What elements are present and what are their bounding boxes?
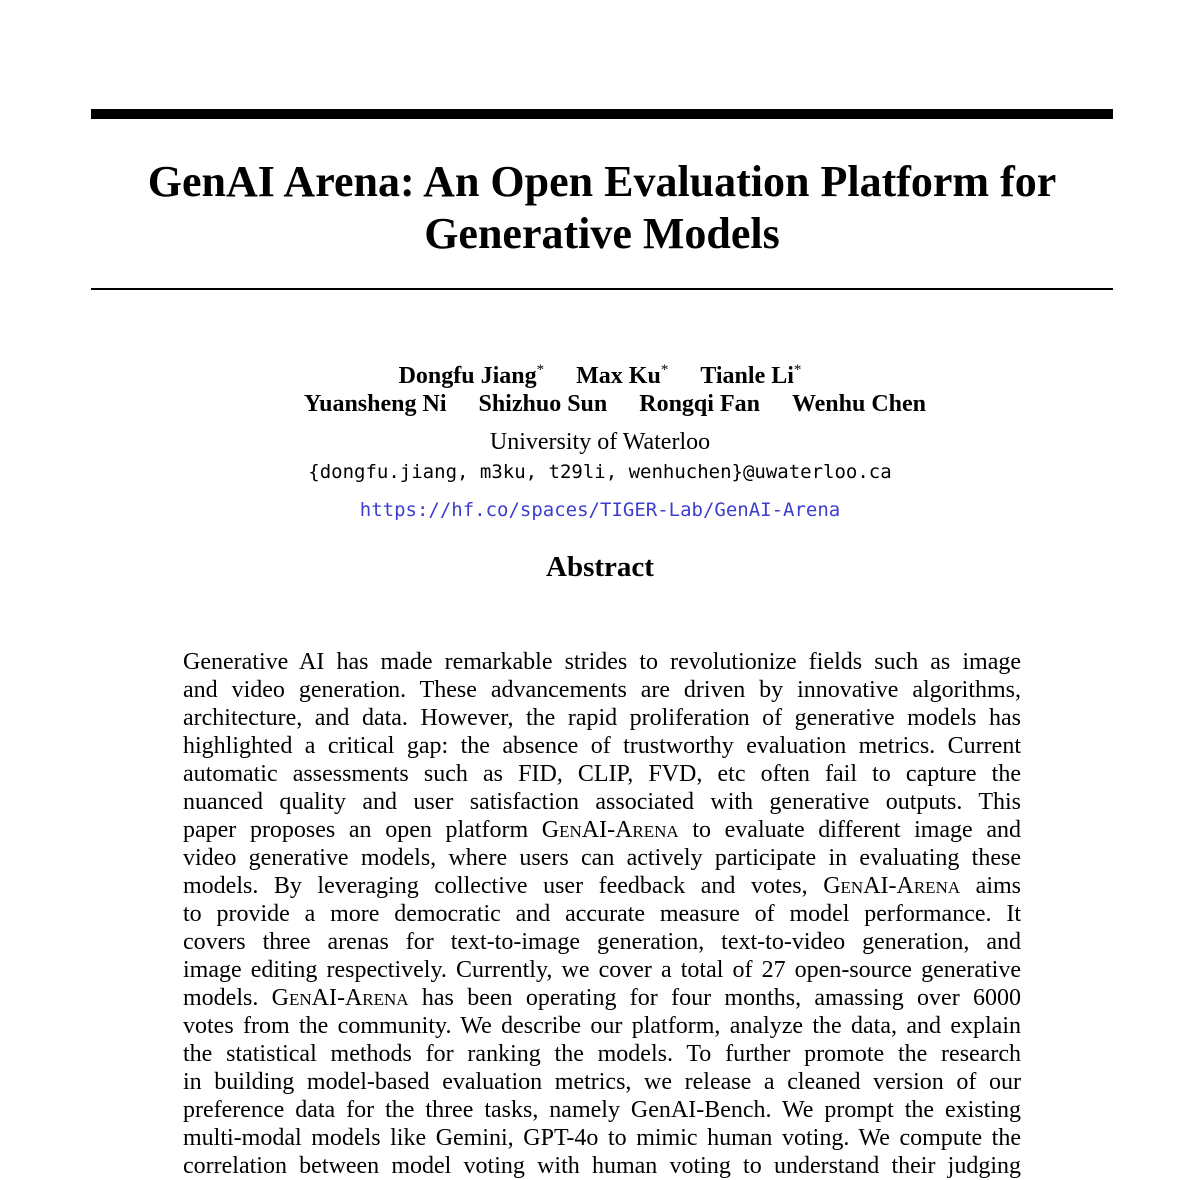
abstract-text: and video generation. These advancements are driven by innovative algorithms, xyxy=(183,677,1021,703)
abstract-line xyxy=(183,900,1021,928)
project-link-line xyxy=(0,497,1200,523)
abstract-line xyxy=(183,676,1021,704)
abstract-line xyxy=(183,1040,1021,1068)
author-emails: {dongfu.jiang, m3ku, t29li, wenhuchen}@uwaterloo.ca xyxy=(308,461,892,483)
abstract-line xyxy=(183,1096,1021,1124)
title-line-1: GenAI Arena: An Open Evaluation Platform for xyxy=(147,157,1057,206)
abstract-text: correlation between model voting with human voting to understand their judging xyxy=(183,1153,1021,1179)
abstract-text: video generative models, where users can actively participate in evaluating these xyxy=(183,845,1021,871)
abstract-text: the statistical methods for ranking the models. To further promote the research xyxy=(183,1041,1021,1067)
abstract-line xyxy=(183,788,1021,816)
abstract-text: multi-modal models like Gemini, GPT-4o to mimic human voting. We compute the xyxy=(183,1125,1021,1151)
abstract-text: Generative AI has made remarkable strides to revolutionize fields such as image xyxy=(183,649,1021,675)
abstract-line xyxy=(183,1152,1021,1180)
equal-contribution-mark: * xyxy=(660,362,669,378)
abstract-text: to evaluate different image and xyxy=(678,817,1021,843)
author-name xyxy=(700,362,801,390)
abstract-body xyxy=(183,648,1021,1180)
author-name-text: Shizhuo Sun xyxy=(478,391,608,417)
abstract-line xyxy=(183,956,1021,984)
author-name xyxy=(639,390,760,418)
author-name xyxy=(399,362,545,390)
author-list-row-1 xyxy=(0,362,1200,390)
abstract-line xyxy=(183,1012,1021,1040)
abstract-text: votes from the community. We describe our platform, analyze the data, and explain xyxy=(183,1013,1021,1039)
abstract-line xyxy=(183,1124,1021,1152)
abstract-line xyxy=(183,732,1021,760)
author-name xyxy=(792,390,926,418)
abstract-heading: Abstract xyxy=(546,551,654,583)
abstract-line xyxy=(183,984,1021,1012)
author-name xyxy=(576,362,668,390)
abstract-text: in building model-based evaluation metrics, we release a cleaned version of our xyxy=(183,1069,1021,1095)
author-name-text: Rongqi Fan xyxy=(639,391,760,417)
author-list-row-2 xyxy=(15,390,1200,418)
abstract-text: architecture, and data. However, the rapid proliferation of generative models has xyxy=(183,705,1021,731)
equal-contribution-mark: * xyxy=(793,362,802,378)
author-name-text: Max Ku xyxy=(576,363,661,389)
abstract-text: paper proposes an open platform xyxy=(183,817,542,843)
abstract-line xyxy=(183,648,1021,676)
abstract-text: preference data for the three tasks, namely GenAI-Bench. We prompt the existing xyxy=(183,1097,1021,1123)
abstract-text: covers three arenas for text-to-image generation, text-to-video generation, and xyxy=(183,929,1021,955)
abstract-text: to provide a more democratic and accurate measure of model performance. It xyxy=(183,901,1021,927)
paper-title xyxy=(91,156,1113,260)
abstract-text: aims xyxy=(960,873,1022,899)
abstract-text: image editing respectively. Currently, we cover a total of 27 open-source generative xyxy=(183,957,1021,983)
abstract-text: has been operating for four months, amassing over 6000 xyxy=(408,985,1021,1011)
author-name-text: Yuansheng Ni xyxy=(303,391,447,417)
abstract-line xyxy=(183,928,1021,956)
title-bottom-rule xyxy=(91,288,1113,290)
abstract-line xyxy=(183,816,1021,844)
abstract-line xyxy=(183,872,1021,900)
abstract-line xyxy=(183,704,1021,732)
equal-contribution-mark: * xyxy=(536,362,545,378)
system-name: GenAI-Arena xyxy=(271,985,409,1011)
author-name xyxy=(304,390,447,418)
abstract-text: nuanced quality and user satisfaction associated with generative outputs. This xyxy=(183,789,1021,815)
abstract-text: models. xyxy=(183,985,272,1011)
abstract-line xyxy=(183,1068,1021,1096)
author-name-text: Dongfu Jiang xyxy=(398,363,537,389)
author-name-text: Wenhu Chen xyxy=(791,391,927,417)
project-link[interactable]: https://hf.co/spaces/TIGER-Lab/GenAI-Arena xyxy=(359,499,841,521)
author-name xyxy=(478,390,607,418)
affiliation: University of Waterloo xyxy=(489,429,711,455)
abstract-text: models. By leveraging collective user feedback and votes, xyxy=(183,873,824,899)
system-name: GenAI-Arena xyxy=(541,817,679,843)
system-name: GenAI-Arena xyxy=(823,873,961,899)
abstract-line xyxy=(183,760,1021,788)
abstract-text: automatic assessments such as FID, CLIP, FVD, etc often fail to capture the xyxy=(183,761,1021,787)
author-name-text: Tianle Li xyxy=(700,363,794,389)
title-top-rule xyxy=(91,109,1113,119)
abstract-line xyxy=(183,844,1021,872)
title-line-2: Generative Models xyxy=(424,209,780,258)
abstract-text: highlighted a critical gap: the absence of trustworthy evaluation metrics. Current xyxy=(183,733,1021,759)
